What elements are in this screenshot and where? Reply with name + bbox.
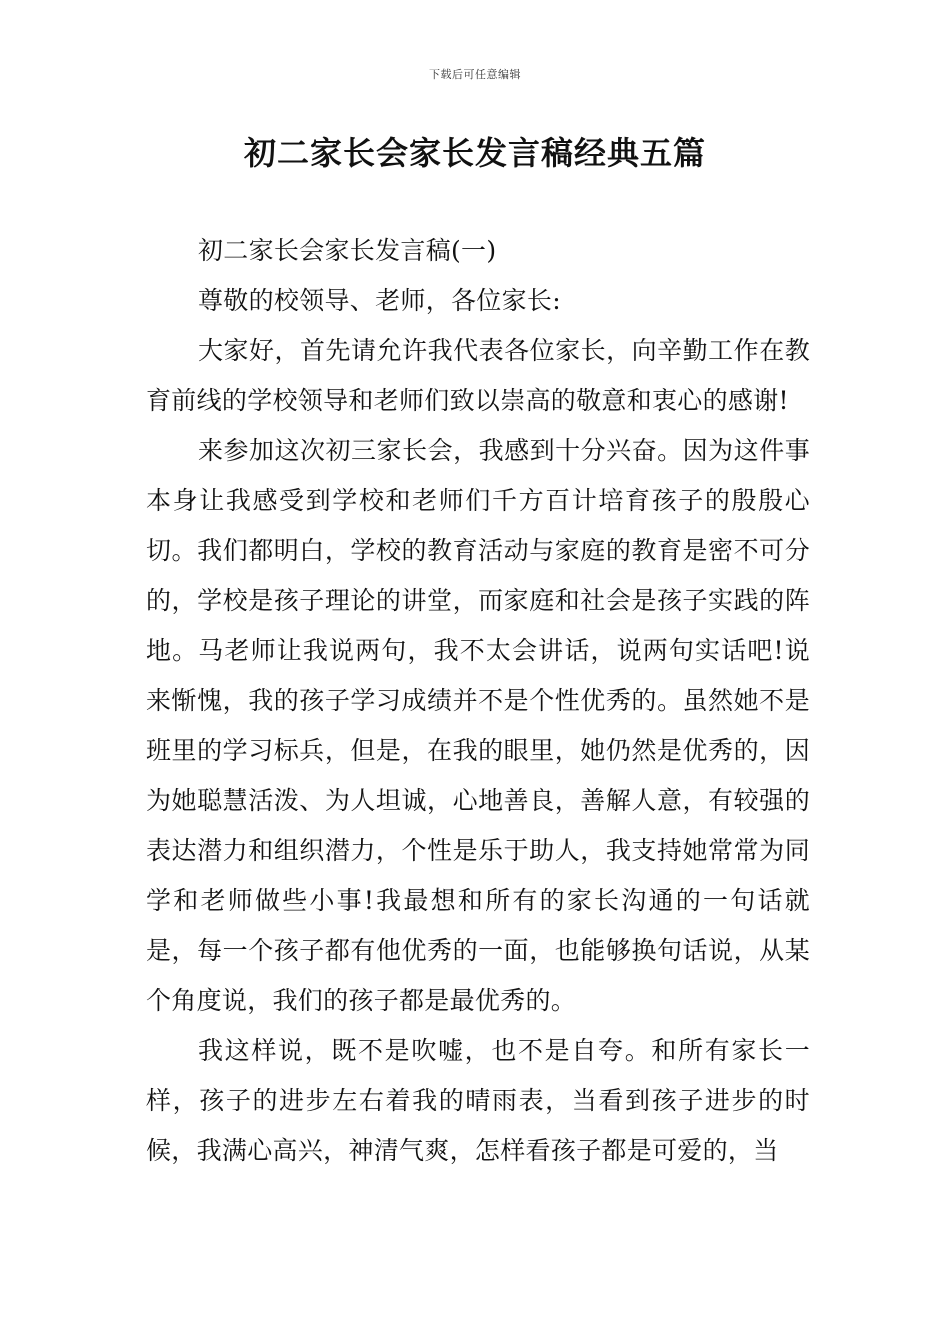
document-body [146,226,810,1176]
section-heading: 初二家长会家长发言稿(一) [198,236,497,265]
paragraph: 来参加这次初三家长会，我感到十分兴奋。因为这件事本身让我感受到学校和老师们千方百计培育孩子的殷殷心切。我们都明白，学校的教育活动与家庭的教育是密不可分的，学校是孩子理论的讲堂，而家庭和社会是孩子实践的阵地。马老师让我说两句，我不太会讲话，说两句实话吧!说来惭愧，我的孩子学习成绩并不是个性优秀的。虽然她不是班里的学习标兵，但是，在我的眼里，她仍然是优秀的，因为她聪慧活泼、为人坦诚，心地善良，善解人意，有较强的表达潜力和组织潜力，个性是乐于助人，我支持她常常为同学和老师做些小事!我最想和所有的家长沟通的一句话就是，每一个孩子都有他优秀的一面，也能够换句话说，从某个角度说，我们的孩子都是最优秀的。 [146,436,810,1015]
header-note: 下载后可任意编辑 [429,68,521,81]
paragraph: 我这样说，既不是吹嘘，也不是自夸。和所有家长一样，孩子的进步左右着我的晴雨表，当看到孩子进步的时候，我满心高兴，神清气爽，怎样看孩子都是可爱的，当 [146,1036,810,1165]
salutation: 尊敬的校领导、老师，各位家长: [198,286,561,315]
document-title: 初二家长会家长发言稿经典五篇 [243,134,706,172]
paragraph: 大家好，首先请允许我代表各位家长，向辛勤工作在教育前线的学校领导和老师们致以崇高的敬意和衷心的感谢! [146,336,810,415]
